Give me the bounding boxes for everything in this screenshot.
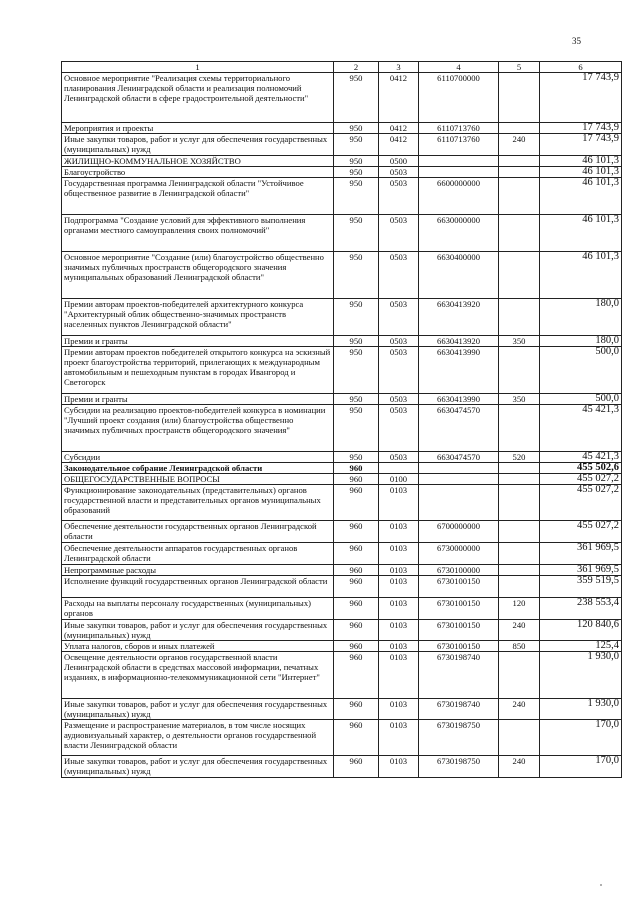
table-row bbox=[62, 474, 622, 485]
row-target-article: 6630474570 bbox=[419, 405, 499, 452]
row-expense-type: 350 bbox=[499, 336, 540, 347]
scan-speck bbox=[600, 884, 602, 886]
row-name: Основное мероприятие "Реализация схемы территориального планирования Ленинградской области и реализация полномочий Ленинградской области в сфере градостроительной деятельности" bbox=[62, 73, 334, 123]
row-section-code: 0503 bbox=[379, 347, 419, 394]
row-admin-code: 960 bbox=[334, 652, 379, 699]
row-target-article: 6630413920 bbox=[419, 299, 499, 336]
row-target-article: 6730000000 bbox=[419, 543, 499, 565]
row-admin-code: 960 bbox=[334, 620, 379, 641]
table-row bbox=[62, 215, 622, 252]
row-target-article: 6630400000 bbox=[419, 252, 499, 299]
row-name: Иные закупки товаров, работ и услуг для обеспечения государственных (муниципальных) нужд bbox=[62, 756, 334, 778]
row-target-article: 6110700000 bbox=[419, 73, 499, 123]
row-admin-code: 960 bbox=[334, 598, 379, 620]
row-name: Законодательное собрание Ленинградской области bbox=[62, 463, 334, 474]
row-expense-type: 520 bbox=[499, 452, 540, 463]
row-target-article: 6730100150 bbox=[419, 576, 499, 598]
row-amount: 1 930,0 bbox=[540, 652, 622, 699]
row-name: Субсидии на реализацию проектов-победителей конкурса в номинации "Лучший проект создания (или) благоустройства общественно значимых публичных пространств общегородского значения" bbox=[62, 405, 334, 452]
row-target-article: 6730198740 bbox=[419, 699, 499, 720]
row-name: Иные закупки товаров, работ и услуг для обеспечения государственных (муниципальных) нужд bbox=[62, 134, 334, 156]
row-target-article bbox=[419, 463, 499, 474]
column-header: 1 bbox=[62, 62, 334, 73]
row-expense-type bbox=[499, 543, 540, 565]
row-target-article: 6730100150 bbox=[419, 598, 499, 620]
row-amount: 455 027,2 bbox=[540, 485, 622, 521]
row-admin-code: 960 bbox=[334, 576, 379, 598]
row-name: Подпрограмма "Создание условий для эффективного выполнения органами местного самоуправления своих полномочий" bbox=[62, 215, 334, 252]
row-expense-type: 350 bbox=[499, 394, 540, 405]
row-name: Уплата налогов, сборов и иных платежей bbox=[62, 641, 334, 652]
row-section-code: 0103 bbox=[379, 652, 419, 699]
row-section-code: 0103 bbox=[379, 641, 419, 652]
row-target-article: 6110713760 bbox=[419, 123, 499, 134]
row-target-article: 6630413990 bbox=[419, 347, 499, 394]
row-target-article: 6730198750 bbox=[419, 720, 499, 756]
row-target-article: 6630474570 bbox=[419, 452, 499, 463]
row-amount: 238 553,4 bbox=[540, 598, 622, 620]
row-expense-type bbox=[499, 167, 540, 178]
table-row bbox=[62, 543, 622, 565]
row-expense-type bbox=[499, 463, 540, 474]
row-expense-type bbox=[499, 73, 540, 123]
row-amount: 17 743,9 bbox=[540, 134, 622, 156]
row-admin-code: 950 bbox=[334, 252, 379, 299]
row-name: Премии и гранты bbox=[62, 394, 334, 405]
row-admin-code: 950 bbox=[334, 123, 379, 134]
row-name: Функционирование законодательных (представительных) органов государственной власти и представительных органов муниципальных образований bbox=[62, 485, 334, 521]
row-section-code: 0412 bbox=[379, 123, 419, 134]
table-row bbox=[62, 167, 622, 178]
budget-table bbox=[61, 61, 622, 778]
row-name: Размещение и распространение материалов, в том числе носящих аудиовизуальный характер, о деятельности органов государственной власти Ленинградской области bbox=[62, 720, 334, 756]
row-name: ОБЩЕГОСУДАРСТВЕННЫЕ ВОПРОСЫ bbox=[62, 474, 334, 485]
table-row bbox=[62, 576, 622, 598]
row-expense-type: 850 bbox=[499, 641, 540, 652]
row-expense-type bbox=[499, 405, 540, 452]
row-target-article: 6730100150 bbox=[419, 620, 499, 641]
row-amount: 45 421,3 bbox=[540, 452, 622, 463]
table-row bbox=[62, 756, 622, 778]
row-section-code: 0103 bbox=[379, 485, 419, 521]
row-target-article: 6630413920 bbox=[419, 336, 499, 347]
row-section-code: 0103 bbox=[379, 720, 419, 756]
row-section-code: 0103 bbox=[379, 543, 419, 565]
table-row bbox=[62, 405, 622, 452]
column-header: 4 bbox=[419, 62, 499, 73]
table-row bbox=[62, 641, 622, 652]
table-row bbox=[62, 299, 622, 336]
row-name: Мероприятия и проекты bbox=[62, 123, 334, 134]
row-name: Государственная программа Ленинградской области "Устойчивое общественное развитие в Ленинградской области" bbox=[62, 178, 334, 215]
row-target-article bbox=[419, 474, 499, 485]
row-section-code: 0503 bbox=[379, 215, 419, 252]
row-section-code: 0103 bbox=[379, 565, 419, 576]
row-target-article: 6630000000 bbox=[419, 215, 499, 252]
row-target-article: 6630413990 bbox=[419, 394, 499, 405]
row-admin-code: 960 bbox=[334, 641, 379, 652]
row-section-code: 0503 bbox=[379, 178, 419, 215]
row-expense-type bbox=[499, 178, 540, 215]
row-admin-code: 960 bbox=[334, 485, 379, 521]
row-amount: 46 101,3 bbox=[540, 156, 622, 167]
row-amount: 361 969,5 bbox=[540, 543, 622, 565]
row-admin-code: 960 bbox=[334, 756, 379, 778]
row-admin-code: 950 bbox=[334, 178, 379, 215]
row-admin-code: 960 bbox=[334, 521, 379, 543]
row-section-code: 0100 bbox=[379, 474, 419, 485]
row-section-code: 0412 bbox=[379, 134, 419, 156]
row-section-code: 0103 bbox=[379, 576, 419, 598]
row-admin-code: 950 bbox=[334, 134, 379, 156]
row-expense-type bbox=[499, 720, 540, 756]
row-section-code: 0103 bbox=[379, 620, 419, 641]
row-expense-type bbox=[499, 474, 540, 485]
row-amount: 46 101,3 bbox=[540, 252, 622, 299]
row-target-article: 6730198750 bbox=[419, 756, 499, 778]
row-amount: 17 743,9 bbox=[540, 73, 622, 123]
table-row bbox=[62, 123, 622, 134]
column-header: 2 bbox=[334, 62, 379, 73]
row-target-article: 6730100150 bbox=[419, 641, 499, 652]
row-name: ЖИЛИЩНО-КОММУНАЛЬНОЕ ХОЗЯЙСТВО bbox=[62, 156, 334, 167]
row-admin-code: 950 bbox=[334, 405, 379, 452]
table-row bbox=[62, 652, 622, 699]
page-number: 35 bbox=[572, 36, 581, 46]
row-amount: 180,0 bbox=[540, 336, 622, 347]
table-header-row bbox=[62, 62, 622, 73]
table-row bbox=[62, 252, 622, 299]
column-header: 5 bbox=[499, 62, 540, 73]
table-row bbox=[62, 336, 622, 347]
table-row bbox=[62, 347, 622, 394]
row-section-code: 0412 bbox=[379, 73, 419, 123]
table-row bbox=[62, 598, 622, 620]
row-admin-code: 960 bbox=[334, 699, 379, 720]
table-row bbox=[62, 452, 622, 463]
row-amount: 46 101,3 bbox=[540, 215, 622, 252]
table-row bbox=[62, 463, 622, 474]
row-amount: 1 930,0 bbox=[540, 699, 622, 720]
row-target-article: 6730100000 bbox=[419, 565, 499, 576]
row-expense-type: 240 bbox=[499, 699, 540, 720]
row-amount: 120 840,6 bbox=[540, 620, 622, 641]
table-row bbox=[62, 620, 622, 641]
row-section-code: 0503 bbox=[379, 452, 419, 463]
row-section-code: 0503 bbox=[379, 252, 419, 299]
row-expense-type: 240 bbox=[499, 134, 540, 156]
row-section-code: 0500 bbox=[379, 156, 419, 167]
row-section-code: 0503 bbox=[379, 336, 419, 347]
row-expense-type bbox=[499, 576, 540, 598]
row-name: Освещение деятельности органов государственной власти Ленинградской области в средствах массовой информации, печатных изданиях, в информационно-телекоммуникационной сети "Интернет" bbox=[62, 652, 334, 699]
row-section-code: 0503 bbox=[379, 299, 419, 336]
row-amount: 455 027,2 bbox=[540, 474, 622, 485]
row-section-code: 0103 bbox=[379, 598, 419, 620]
table-row bbox=[62, 699, 622, 720]
row-admin-code: 960 bbox=[334, 543, 379, 565]
row-name: Обеспечение деятельности аппаратов государственных органов Ленинградской области bbox=[62, 543, 334, 565]
row-name: Премии и гранты bbox=[62, 336, 334, 347]
table-row bbox=[62, 73, 622, 123]
row-admin-code: 950 bbox=[334, 156, 379, 167]
row-section-code: 0503 bbox=[379, 167, 419, 178]
row-amount: 125,4 bbox=[540, 641, 622, 652]
row-admin-code: 960 bbox=[334, 565, 379, 576]
row-admin-code: 950 bbox=[334, 167, 379, 178]
row-expense-type bbox=[499, 123, 540, 134]
row-expense-type: 120 bbox=[499, 598, 540, 620]
row-expense-type: 240 bbox=[499, 756, 540, 778]
row-amount: 45 421,3 bbox=[540, 405, 622, 452]
row-amount: 455 027,2 bbox=[540, 521, 622, 543]
row-expense-type: 240 bbox=[499, 620, 540, 641]
row-name: Обеспечение деятельности государственных органов Ленинградской области bbox=[62, 521, 334, 543]
row-section-code: 0103 bbox=[379, 521, 419, 543]
row-name: Расходы на выплаты персоналу государственных (муниципальных) органов bbox=[62, 598, 334, 620]
row-amount: 180,0 bbox=[540, 299, 622, 336]
column-header: 6 bbox=[540, 62, 622, 73]
row-admin-code: 950 bbox=[334, 347, 379, 394]
table-row bbox=[62, 178, 622, 215]
row-expense-type bbox=[499, 565, 540, 576]
row-section-code: 0103 bbox=[379, 699, 419, 720]
row-amount: 359 519,5 bbox=[540, 576, 622, 598]
table-row bbox=[62, 485, 622, 521]
row-name: Премии авторам проектов-победителей архитектурного конкурса "Архитектурный облик общественно-значимых пространств населенных пунктов Ленинградской области" bbox=[62, 299, 334, 336]
row-admin-code: 950 bbox=[334, 394, 379, 405]
row-admin-code: 950 bbox=[334, 452, 379, 463]
row-name: Иные закупки товаров, работ и услуг для обеспечения государственных (муниципальных) нужд bbox=[62, 620, 334, 641]
row-target-article: 6700000000 bbox=[419, 521, 499, 543]
row-section-code bbox=[379, 463, 419, 474]
row-target-article bbox=[419, 485, 499, 521]
row-expense-type bbox=[499, 299, 540, 336]
row-amount: 170,0 bbox=[540, 720, 622, 756]
table-row bbox=[62, 565, 622, 576]
row-expense-type bbox=[499, 156, 540, 167]
row-target-article bbox=[419, 167, 499, 178]
row-admin-code: 960 bbox=[334, 474, 379, 485]
row-name: Благоустройство bbox=[62, 167, 334, 178]
row-target-article: 6110713760 bbox=[419, 134, 499, 156]
row-name: Основное мероприятие "Создание (или) благоустройство общественно значимых публичных пространств общегородского значения муниципальных образований Ленинградской области" bbox=[62, 252, 334, 299]
row-admin-code: 950 bbox=[334, 73, 379, 123]
row-amount: 361 969,5 bbox=[540, 565, 622, 576]
row-admin-code: 950 bbox=[334, 299, 379, 336]
table-row bbox=[62, 156, 622, 167]
row-amount: 17 743,9 bbox=[540, 123, 622, 134]
row-target-article: 6730198740 bbox=[419, 652, 499, 699]
row-name: Субсидии bbox=[62, 452, 334, 463]
column-header: 3 bbox=[379, 62, 419, 73]
row-name: Иные закупки товаров, работ и услуг для обеспечения государственных (муниципальных) нужд bbox=[62, 699, 334, 720]
row-section-code: 0503 bbox=[379, 394, 419, 405]
table-row bbox=[62, 720, 622, 756]
row-name: Исполнение функций государственных органов Ленинградской области bbox=[62, 576, 334, 598]
table-row bbox=[62, 521, 622, 543]
row-amount: 500,0 bbox=[540, 394, 622, 405]
row-expense-type bbox=[499, 252, 540, 299]
row-section-code: 0103 bbox=[379, 756, 419, 778]
row-expense-type bbox=[499, 215, 540, 252]
row-amount: 500,0 bbox=[540, 347, 622, 394]
row-expense-type bbox=[499, 521, 540, 543]
row-section-code: 0503 bbox=[379, 405, 419, 452]
row-admin-code: 960 bbox=[334, 720, 379, 756]
row-admin-code: 960 bbox=[334, 463, 379, 474]
row-amount: 46 101,3 bbox=[540, 167, 622, 178]
row-name: Непрограммные расходы bbox=[62, 565, 334, 576]
row-amount: 455 502,6 bbox=[540, 463, 622, 474]
row-admin-code: 950 bbox=[334, 336, 379, 347]
row-expense-type bbox=[499, 652, 540, 699]
row-name: Премии авторам проектов победителей открытого конкурса на эскизный проект благоустройства территорий, прилегающих к международным автомобильным и пешеходным пунктам в городах Ивангород и Светогорск bbox=[62, 347, 334, 394]
table-row bbox=[62, 134, 622, 156]
row-target-article: 6600000000 bbox=[419, 178, 499, 215]
row-target-article bbox=[419, 156, 499, 167]
row-amount: 46 101,3 bbox=[540, 178, 622, 215]
row-expense-type bbox=[499, 485, 540, 521]
row-admin-code: 950 bbox=[334, 215, 379, 252]
row-amount: 170,0 bbox=[540, 756, 622, 778]
table-row bbox=[62, 394, 622, 405]
row-expense-type bbox=[499, 347, 540, 394]
